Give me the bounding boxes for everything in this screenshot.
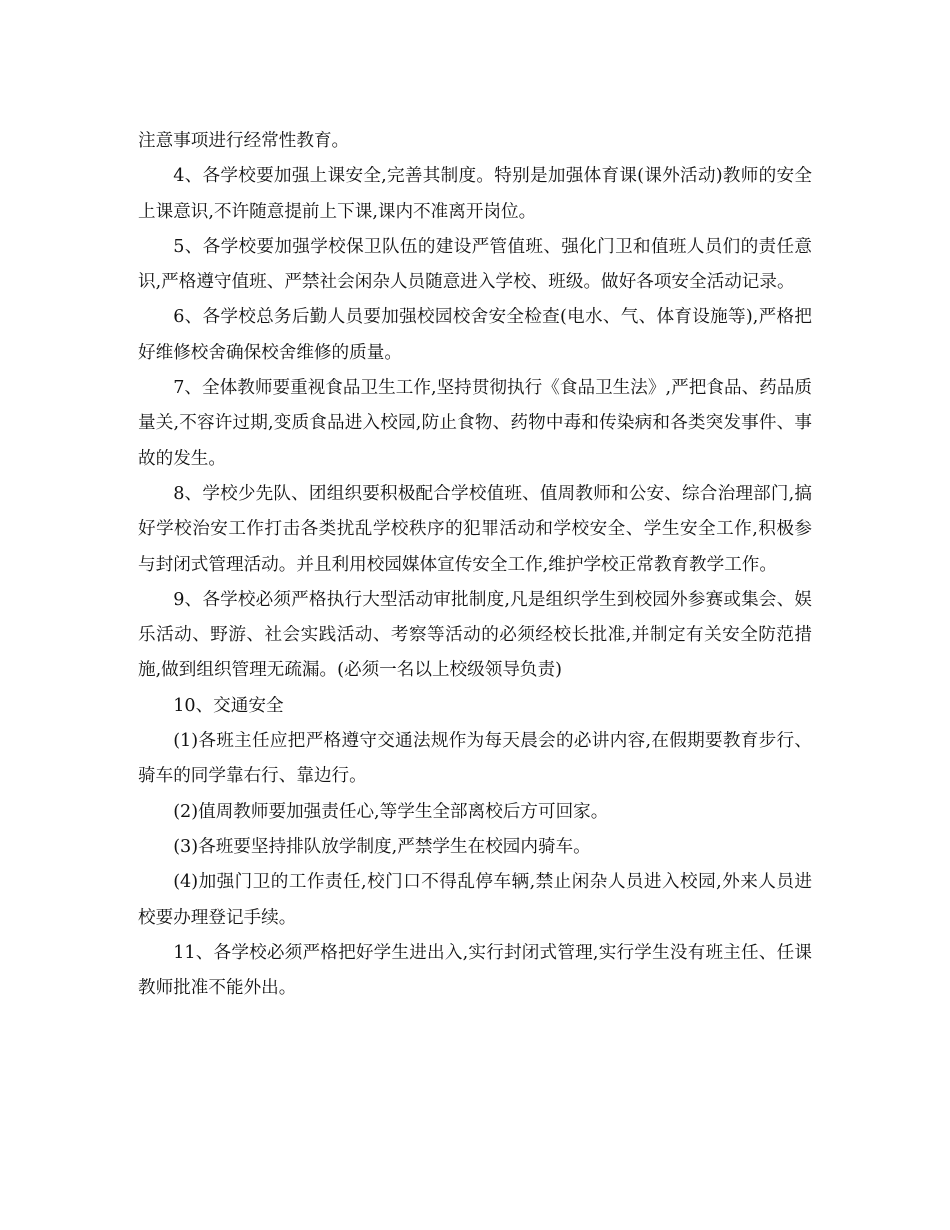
paragraph-item-10-4: (4)加强门卫的工作责任,校门口不得乱停车辆,禁止闲杂人员进入校园,外来人员进校要办理登记手续。	[138, 872, 812, 928]
paragraph-item-10-2: (2)值周教师要加强责任心,等学生全部离校后方可回家。	[173, 801, 609, 822]
paragraph-item-6: 6、各学校总务后勤人员要加强校园校舍安全检查(电水、气、体育设施等),严格把好维修校舍确保校舍维修的质量。	[138, 307, 812, 363]
paragraph-item-10-heading: 10、交通安全	[173, 695, 284, 716]
paragraph-item-5: 5、各学校要加强学校保卫队伍的建设严管值班、强化门卫和值班人员们的责任意识,严格遵守值班、严禁社会闲杂人员随意进入学校、班级。做好各项安全活动记录。	[138, 236, 812, 293]
paragraph-item-10-3: (3)各班要坚持排队放学制度,严禁学生在校园内骑车。	[173, 836, 591, 857]
paragraph-continuation: 注意事项进行经常性教育。	[138, 131, 350, 151]
paragraph-item-11: 11、各学校必须严格把好学生进出入,实行封闭式管理,实行学生没有班主任、任课教师批准不能外出。	[138, 942, 812, 999]
paragraph-item-7: 7、全体教师要重视食品卫生工作,坚持贯彻执行《食品卫生法》,严把食品、药品质量关,不容许过期,变质食品进入校园,防止食物、药物中毒和传染病和各类突发事件、事故的发生。	[138, 378, 812, 469]
document-body	[138, 124, 812, 1006]
paragraph-item-9: 9、各学校必须严格执行大型活动审批制度,凡是组织学生到校园外参赛或集会、娱乐活动、野游、社会实践活动、考察等活动的必须经校长批准,并制定有关安全防范措施,做到组织管理无疏漏。(必须一名以上校级领导负责)	[138, 589, 812, 681]
paragraph-item-10-1: (1)各班主任应把严格遵守交通法规作为每天晨会的必讲内容,在假期要教育步行、骑车的同学靠右行、靠边行。	[138, 731, 812, 787]
paragraph-item-8: 8、学校少先队、团组织要积极配合学校值班、值周教师和公安、综合治理部门,搞好学校治安工作打击各类扰乱学校秩序的犯罪活动和学校安全、学生安全工作,积极参与封闭式管理活动。并且利用校园媒体宣传安全工作,维护学校正常教育教学工作。	[138, 483, 812, 575]
paragraph-item-4: 4、各学校要加强上课安全,完善其制度。特别是加强体育课(课外活动)教师的安全上课意识,不许随意提前上下课,课内不准离开岗位。	[138, 166, 812, 222]
